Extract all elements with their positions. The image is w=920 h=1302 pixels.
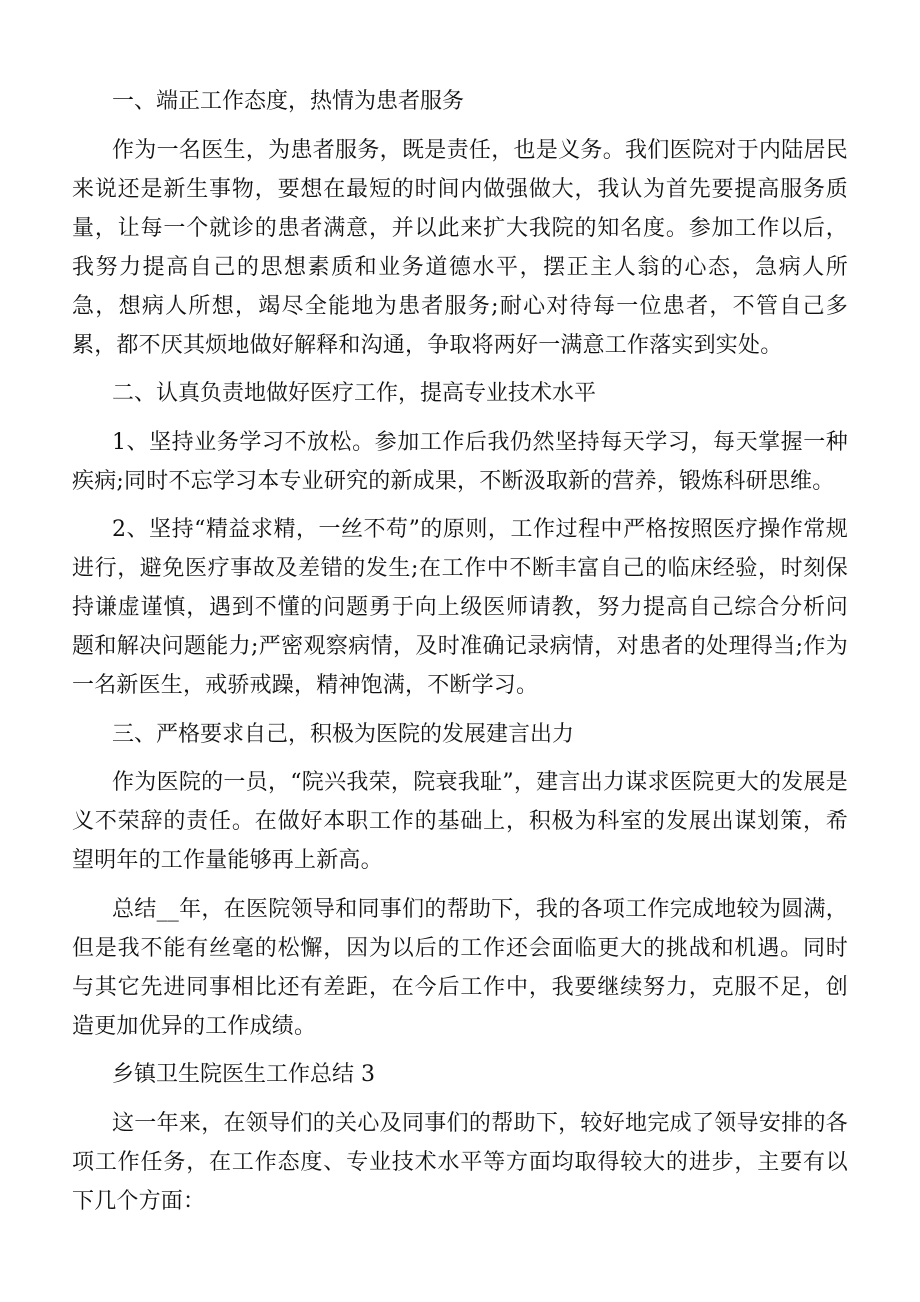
section-heading-1: 一、端正工作态度，热情为患者服务 (112, 89, 465, 114)
paragraph: 2、坚持“精益求精，一丝不苟”的原则，工作过程中严格按照医疗操作常规进行，避免医疗事故及差错的发生;在工作中不断丰富自己的临床经验，时刻保持谦虚谨慎，遇到不懂的问题勇于向上级医师请教，努力提高自己综合分析问题和解决问题能力;严密观察病情，及时准确记录病情，对患者的处理得当;作为一名新医生，戒骄戒躁，精神饱满，不断学习。 (72, 517, 848, 698)
section-heading-2: 二、认真负责地做好医疗工作，提高专业技术水平 (112, 381, 597, 406)
paragraph: 这一年来，在领导们的关心及同事们的帮助下，较好地完成了领导安排的各项工作任务，在工作态度、专业技术水平等方面均取得较大的进步，主要有以下几个方面： (72, 1110, 848, 1214)
paragraph: 1、坚持业务学习不放松。参加工作后我仍然坚持每天学习，每天掌握一种疾病;同时不忘学习本专业研究的新成果，不断汲取新的营养，锻炼科研思维。 (72, 429, 848, 494)
section-heading-3: 三、严格要求自己，积极为医院的发展建言出力 (112, 721, 575, 747)
paragraph: 作为一名医生，为患者服务，既是责任，也是义务。我们医院对于内陆居民来说还是新生事物，要想在最短的时间内做强做大，我认为首先要提高服务质量，让每一个就诊的患者满意，并以此来扩大我院的知名度。参加工作以后，我努力提高自己的思想素质和业务道德水平，摆正主人翁的心态，急病人所急，想病人所想，竭尽全能地为患者服务;耐心对待每一位患者，不管自己多累，都不厌其烦地做好解释和沟通，争取将两好一满意工作落实到实处。 (72, 137, 848, 358)
document-body (72, 82, 848, 1230)
paragraph: 作为医院的一员，“院兴我荣，院衰我耻”，建言出力谋求医院更大的发展是义不荣辞的责任。在做好本职工作的基础上，积极为科室的发展出谋划策，希望明年的工作量能够再上新高。 (72, 770, 848, 873)
document-title: 乡镇卫生院医生工作总结 3 (112, 1062, 375, 1087)
paragraph: 总结__年，在医院领导和同事们的帮助下，我的各项工作完成地较为圆满，但是我不能有丝毫的松懈，因为以后的工作还会面临更大的挑战和机遇。同时与其它先进同事相比还有差距，在今后工作中，我要继续努力，克服不足，创造更加优异的工作成绩。 (72, 896, 848, 1039)
